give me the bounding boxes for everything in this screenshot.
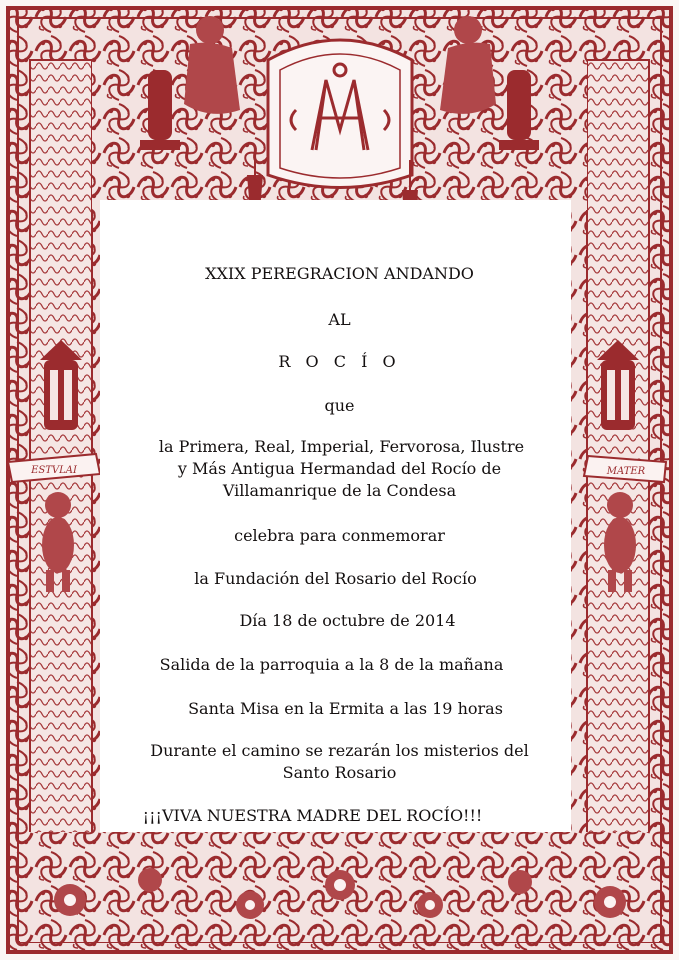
- hermandad-line-3: Villamanrique de la Condesa: [222, 481, 457, 500]
- text-que: que: [324, 396, 355, 415]
- title: XXIX PEREGRACION ANDANDO: [205, 264, 474, 283]
- departure-line: Salida de la parroquia a la 8 de la mañana: [159, 655, 504, 674]
- fundacion-line: la Fundación del Rosario del Rocío: [194, 569, 477, 588]
- heading-al: AL: [328, 310, 351, 329]
- heading-rocio: R O C Í O: [278, 352, 401, 371]
- text-panel: [100, 200, 571, 832]
- camino-line-2: Santo Rosario: [282, 763, 397, 782]
- svg-text:ESTVLAI: ESTVLAI: [31, 465, 77, 476]
- bottom-floral-band: [20, 832, 659, 942]
- date-line: Día 18 de octubre de 2014: [239, 611, 456, 630]
- mass-line: Santa Misa en la Ermita a las 19 horas: [188, 699, 503, 718]
- hermandad-line-1: la Primera, Real, Imperial, Fervorosa, Ilustre: [158, 437, 525, 456]
- camino-line-1: Durante el camino se rezarán los misterios del: [150, 741, 529, 760]
- hermandad-line-2: y Más Antigua Hermandad del Rocío de: [177, 459, 502, 478]
- top-crest: [92, 16, 587, 225]
- viva-line: ¡¡¡VIVA NUESTRA MADRE DEL ROCÍO!!!: [142, 806, 483, 825]
- celebra-line: celebra para conmemorar: [234, 526, 445, 545]
- svg-text:MATER: MATER: [606, 466, 646, 477]
